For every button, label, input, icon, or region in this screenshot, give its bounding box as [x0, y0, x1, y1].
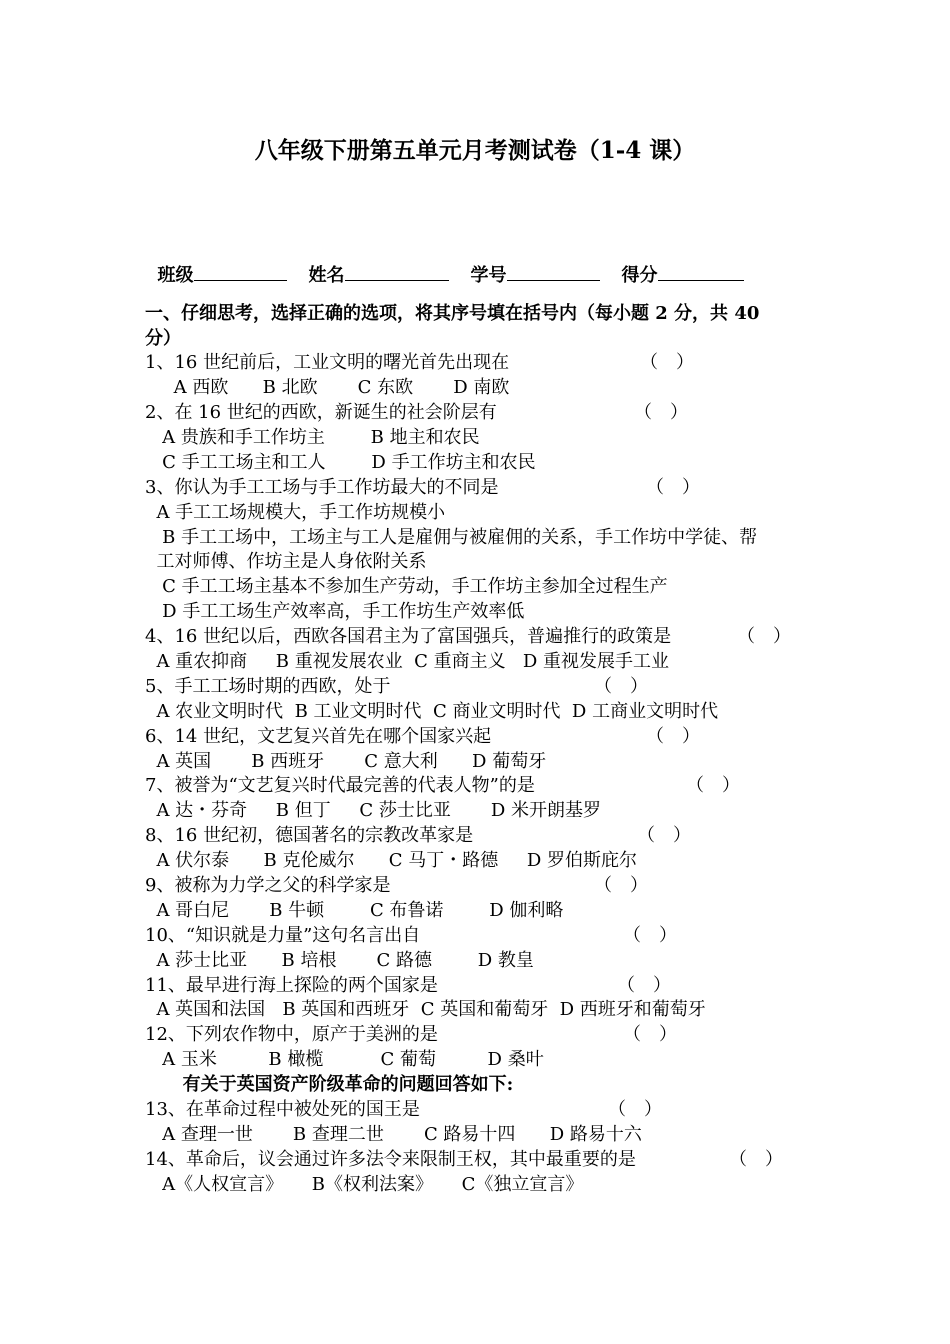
- answer-paren-5[interactable]: （ ）: [594, 676, 648, 697]
- options-5: A 农业文明时代 B 工业文明时代 C 商业文明时代 D 工商业文明时代: [145, 701, 719, 722]
- answer-paren-14[interactable]: （ ）: [729, 1149, 783, 1170]
- name-label: 姓名: [308, 265, 345, 286]
- id-label: 学号: [470, 265, 507, 286]
- question-5: 5、手工工场时期的西欧，处于: [145, 676, 391, 697]
- option-3d: D 手工工场生产效率高，手工作坊生产效率低: [145, 601, 525, 622]
- options-13: A 查理一世 B 查理二世 C 路易十四 D 路易十六: [145, 1124, 642, 1145]
- options-7: A 达・芬奇 B 但丁 C 莎士比亚 D 米开朗基罗: [145, 800, 602, 821]
- score-blank[interactable]: [658, 262, 744, 281]
- score-label: 得分: [621, 265, 658, 286]
- option-3b: B 手工工场中，工场主与工人是雇佣与被雇佣的关系，手工作坊中学徒、帮: [145, 527, 758, 548]
- question-10: 10、“知识就是力量”这句名言出自: [145, 925, 421, 946]
- answer-paren-10[interactable]: （ ）: [623, 925, 677, 946]
- options-9: A 哥白尼 B 牛顿 C 布鲁诺 D 伽利略: [145, 900, 564, 921]
- answer-paren-8[interactable]: （ ）: [637, 825, 691, 846]
- question-14: 14、革命后，议会通过许多法令来限制王权，其中最重要的是: [145, 1149, 636, 1170]
- question-1: 1、16 世纪前后，工业文明的曙光首先出现在: [145, 352, 510, 373]
- class-blank[interactable]: [194, 262, 287, 281]
- option-3c: C 手工工场主基本不参加生产劳动，手工作坊主参加全过程生产: [145, 576, 668, 597]
- student-info-row: [145, 238, 766, 288]
- options-11: A 英国和法国 B 英国和西班牙 C 英国和葡萄牙 D 西班牙和葡萄牙: [145, 999, 706, 1020]
- answer-paren-7[interactable]: （ ）: [686, 775, 740, 796]
- answer-paren-6[interactable]: （ ）: [646, 726, 700, 747]
- options-6: A 英国 B 西班牙 C 意大利 D 葡萄牙: [145, 751, 547, 772]
- class-label: 班级: [157, 265, 194, 286]
- options-8: A 伏尔泰 B 克伦威尔 C 马丁・路德 D 罗伯斯庇尔: [145, 850, 638, 871]
- question-7: 7、被誉为“文艺复兴时代最完善的代表人物”的是: [145, 775, 535, 796]
- answer-paren-9[interactable]: （ ）: [594, 875, 648, 896]
- question-3: 3、你认为手工工场与手工作坊最大的不同是: [145, 477, 499, 498]
- name-blank[interactable]: [345, 262, 449, 281]
- options-4: A 重农抑商 B 重视发展农业 C 重商主义 D 重视发展手工业: [145, 651, 669, 672]
- question-9: 9、被称为力学之父的科学家是: [145, 875, 391, 896]
- option-3b-cont: 工对师傅、作坊主是人身依附关系: [145, 551, 427, 572]
- options-2a: A 贵族和手工作坊主 B 地主和农民: [145, 427, 480, 448]
- section-heading-cont: 分）: [145, 328, 181, 349]
- section-heading: 一、仔细思考，选择正确的选项，将其序号填在括号内（每小题 2 分，共 40: [145, 303, 760, 324]
- option-3a: A 手工工场规模大，手工作坊规模小: [145, 502, 446, 523]
- question-2: 2、在 16 世纪的西欧，新诞生的社会阶层有: [145, 402, 497, 423]
- question-8: 8、16 世纪初，德国著名的宗教改革家是: [145, 825, 474, 846]
- answer-paren-1[interactable]: （ ）: [640, 352, 694, 373]
- answer-paren-2[interactable]: （ ）: [634, 402, 688, 423]
- question-13: 13、在革命过程中被处死的国王是: [145, 1099, 420, 1120]
- question-12: 12、下列农作物中，原产于美洲的是: [145, 1024, 438, 1045]
- id-blank[interactable]: [507, 262, 600, 281]
- options-1: A 西欧 B 北欧 C 东欧 D 南欧: [145, 377, 510, 398]
- answer-paren-3[interactable]: （ ）: [646, 477, 700, 498]
- subsection-heading: 有关于英国资产阶级革命的问题回答如下:: [145, 1074, 514, 1095]
- options-12: A 玉米 B 橄榄 C 葡萄 D 桑叶: [145, 1049, 544, 1070]
- page-title: 八年级下册第五单元月考测试卷（1-4 课）: [254, 137, 696, 164]
- answer-paren-12[interactable]: （ ）: [623, 1024, 677, 1045]
- options-14: A《人权宣言》 B《权利法案》 C《独立宣言》: [145, 1174, 584, 1195]
- question-6: 6、14 世纪，文艺复兴首先在哪个国家兴起: [145, 726, 492, 747]
- options-10: A 莎士比亚 B 培根 C 路德 D 教皇: [145, 950, 534, 971]
- question-11: 11、最早进行海上探险的两个国家是: [145, 975, 438, 996]
- answer-paren-4[interactable]: （ ）: [737, 626, 791, 647]
- answer-paren-13[interactable]: （ ）: [608, 1099, 662, 1120]
- options-2b: C 手工工场主和工人 D 手工作坊主和农民: [145, 452, 536, 473]
- answer-paren-11[interactable]: （ ）: [617, 975, 671, 996]
- question-4: 4、16 世纪以后，西欧各国君主为了富国强兵，普遍推行的政策是: [145, 626, 672, 647]
